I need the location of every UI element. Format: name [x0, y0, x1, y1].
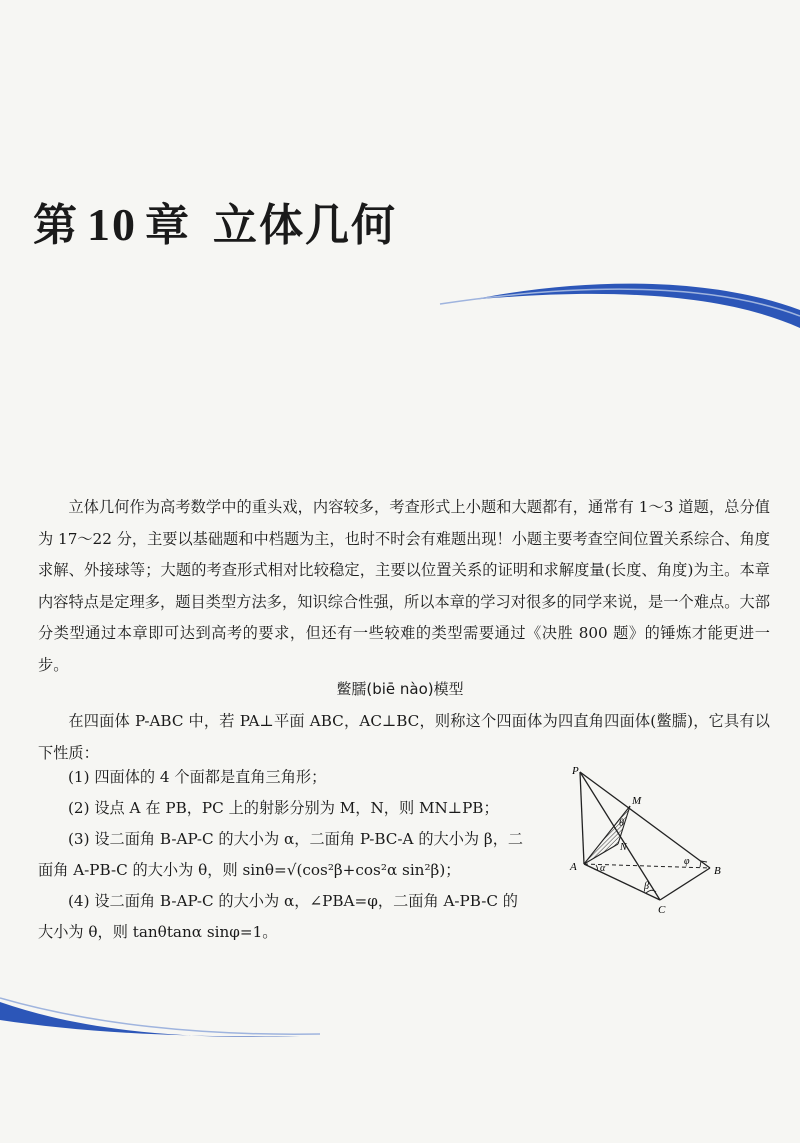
label-N: N	[620, 842, 627, 853]
chapter-suffix: 章	[145, 200, 191, 252]
label-phi: φ	[684, 856, 690, 867]
chapter-prefix: 第	[33, 200, 79, 252]
model-description: 在四面体 P-ABC 中，若 PA⊥平面 ABC，AC⊥BC，则称这个四面体为四直角四面体(鳖臑)，它具有以下性质：	[38, 712, 770, 762]
label-C: C	[658, 904, 666, 914]
property-3: (3) 设二面角 B-AP-C 的大小为 α，二面角 P-BC-A 的大小为 β，二	[68, 830, 524, 848]
label-theta: θ	[619, 818, 624, 829]
top-wave-decoration	[0, 270, 800, 350]
chapter-number: 10	[87, 199, 137, 251]
intro-paragraph: 立体几何作为高考数学中的重头戏，内容较多，考查形式上小题和大题都有，通常有 1～3 道题，总分值为 17～22 分，主要以基础题和中档题为主，也时不时会有难题出现！小题主要考查空间位置关系综合、角度求解、外接球等；大题的考查形式相对比较稳定，主要以位置关系的证明和求解度量(长度、角度)为主。本章内容特点是定理多，题目类型方法多，知识综合性强，所以本章的学习对很多的同学来说，是一个难点。大部分类型通过本章即可达到高考的要求，但还有一些较难的类型需要通过《决胜 800 题》的锤炼才能更进一步。	[38, 498, 770, 674]
property-4-cont: 大小为 θ，则 tanθtanα sinφ=1。	[38, 923, 278, 941]
model-title: 鳖臑(biē nào)模型	[336, 680, 464, 698]
label-beta: β	[644, 881, 649, 892]
edge-BC	[660, 868, 710, 900]
bottom-wave-decoration	[0, 990, 800, 1060]
chapter-subtitle: 立体几何	[213, 200, 397, 252]
label-alpha: α	[600, 863, 606, 874]
edge-PA	[580, 772, 584, 864]
property-2: (2) 设点 A 在 PB，PC 上的射影分别为 M，N，则 MN⊥PB；	[68, 799, 499, 817]
property-3-cont: 面角 A-PB-C 的大小为 θ，则 sinθ=√(cos²β+cos²α sin²β)；	[38, 861, 461, 879]
label-A: A	[570, 861, 577, 873]
label-B: B	[714, 865, 721, 877]
tetrahedron-figure	[560, 764, 740, 914]
property-4: (4) 设二面角 B-AP-C 的大小为 α，∠PBA=φ，二面角 A-PB-C 的	[68, 892, 518, 910]
label-P: P	[572, 765, 579, 777]
label-M: M	[632, 795, 642, 807]
chapter-title	[33, 189, 397, 253]
property-1: (1) 四面体的 4 个面都是直角三角形；	[68, 768, 327, 786]
